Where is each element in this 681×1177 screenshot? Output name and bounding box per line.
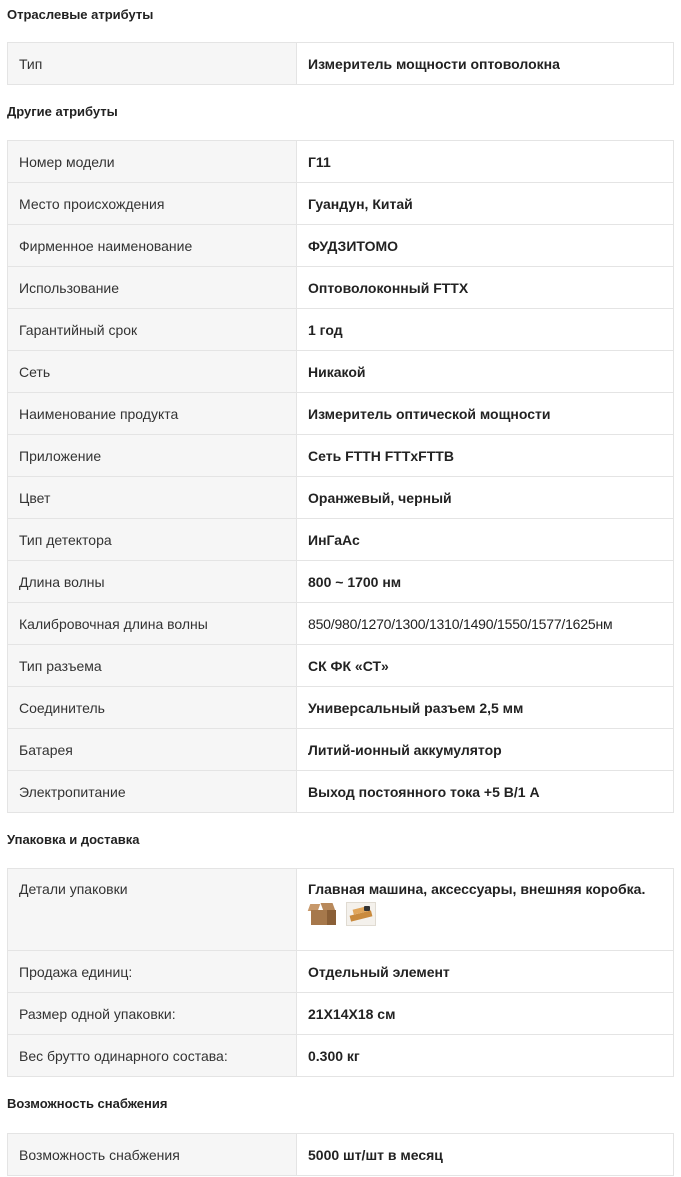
attribute-value: Никакой bbox=[297, 351, 674, 393]
attribute-label: Вес брутто одинарного состава: bbox=[8, 1035, 297, 1077]
table-row bbox=[8, 771, 674, 813]
table-row bbox=[8, 141, 674, 183]
attribute-label: Длина волны bbox=[8, 561, 297, 603]
attribute-value: СК ФК «СТ» bbox=[297, 645, 674, 687]
attribute-label: Фирменное наименование bbox=[8, 225, 297, 267]
table-row bbox=[8, 225, 674, 267]
attribute-label: Использование bbox=[8, 267, 297, 309]
cardboard-box-thumbnail[interactable] bbox=[308, 902, 338, 926]
attribute-value: Выход постоянного тока +5 В/1 А bbox=[297, 771, 674, 813]
table-row bbox=[8, 645, 674, 687]
attribute-label: Электропитание bbox=[8, 771, 297, 813]
attribute-value: 850/980/1270/1300/1310/1490/1550/1577/1625нм bbox=[297, 603, 674, 645]
table-row bbox=[8, 603, 674, 645]
accessories-kit-thumbnail[interactable] bbox=[346, 902, 376, 926]
attribute-label: Тип bbox=[8, 43, 297, 85]
attribute-label: Батарея bbox=[8, 729, 297, 771]
attribute-label: Размер одной упаковки: bbox=[8, 993, 297, 1035]
attribute-label: Гарантийный срок bbox=[8, 309, 297, 351]
attribute-value: Универсальный разъем 2,5 мм bbox=[297, 687, 674, 729]
table-row bbox=[8, 435, 674, 477]
section-title-other: Другие атрибуты bbox=[7, 104, 118, 119]
table-row bbox=[8, 519, 674, 561]
attribute-value: ИнГаАс bbox=[297, 519, 674, 561]
attribute-label: Тип разъема bbox=[8, 645, 297, 687]
attribute-label: Возможность снабжения bbox=[8, 1134, 297, 1176]
table-row bbox=[8, 267, 674, 309]
industry-attributes-table bbox=[7, 42, 674, 85]
table-row bbox=[8, 951, 674, 993]
attribute-value: Оранжевый, черный bbox=[297, 477, 674, 519]
attribute-label: Детали упаковки bbox=[8, 869, 297, 951]
attribute-label: Наименование продукта bbox=[8, 393, 297, 435]
table-row bbox=[8, 477, 674, 519]
attribute-value: 5000 шт/шт в месяц bbox=[297, 1134, 674, 1176]
attribute-label: Приложение bbox=[8, 435, 297, 477]
attribute-label: Сеть bbox=[8, 351, 297, 393]
table-row bbox=[8, 687, 674, 729]
table-row bbox=[8, 43, 674, 85]
table-row bbox=[8, 729, 674, 771]
table-row bbox=[8, 561, 674, 603]
attribute-value: Сеть FTTH FTTxFTTB bbox=[297, 435, 674, 477]
attribute-value: Измеритель оптической мощности bbox=[297, 393, 674, 435]
attribute-label: Тип детектора bbox=[8, 519, 297, 561]
attribute-value: 21X14X18 см bbox=[297, 993, 674, 1035]
table-row bbox=[8, 869, 674, 951]
attribute-value: Главная машина, аксессуары, внешняя коробка. bbox=[308, 881, 646, 897]
attribute-value: Измеритель мощности оптоволокна bbox=[297, 43, 674, 85]
table-row bbox=[8, 183, 674, 225]
packaging-table bbox=[7, 868, 674, 1077]
section-title-supply: Возможность снабжения bbox=[7, 1096, 168, 1111]
other-attributes-table bbox=[7, 140, 674, 813]
attribute-label: Место происхождения bbox=[8, 183, 297, 225]
attribute-value: Литий-ионный аккумулятор bbox=[297, 729, 674, 771]
attribute-value: Г11 bbox=[297, 141, 674, 183]
attribute-label: Номер модели bbox=[8, 141, 297, 183]
attribute-label: Соединитель bbox=[8, 687, 297, 729]
attribute-value: Оптоволоконный FTTX bbox=[297, 267, 674, 309]
attribute-label: Продажа единиц: bbox=[8, 951, 297, 993]
attribute-value: 800 ~ 1700 нм bbox=[297, 561, 674, 603]
attribute-value: 1 год bbox=[297, 309, 674, 351]
package-thumbnails bbox=[308, 902, 662, 926]
supply-table bbox=[7, 1133, 674, 1176]
table-row bbox=[8, 1035, 674, 1077]
section-title-industry: Отраслевые атрибуты bbox=[7, 7, 154, 22]
attribute-value: Гуандун, Китай bbox=[297, 183, 674, 225]
table-row bbox=[8, 393, 674, 435]
table-row bbox=[8, 309, 674, 351]
table-row bbox=[8, 351, 674, 393]
attribute-value: 0.300 кг bbox=[297, 1035, 674, 1077]
attribute-value-cell bbox=[297, 869, 674, 951]
table-row bbox=[8, 1134, 674, 1176]
table-row bbox=[8, 993, 674, 1035]
attribute-label: Цвет bbox=[8, 477, 297, 519]
attribute-value: ФУДЗИТОМО bbox=[297, 225, 674, 267]
section-title-packaging: Упаковка и доставка bbox=[7, 832, 140, 847]
attribute-value: Отдельный элемент bbox=[297, 951, 674, 993]
attribute-label: Калибровочная длина волны bbox=[8, 603, 297, 645]
